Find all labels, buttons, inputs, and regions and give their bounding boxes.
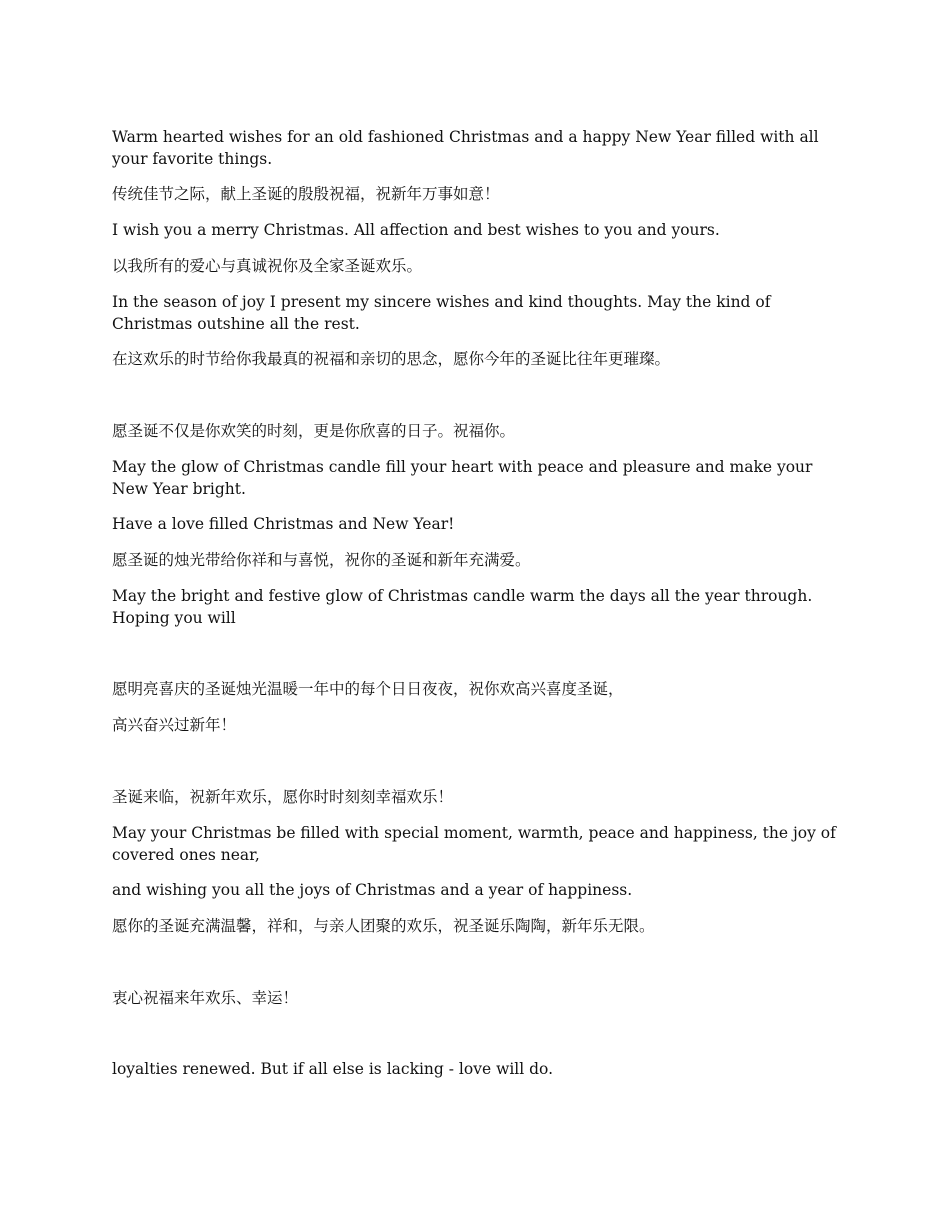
paragraph-2: 传统佳节之际，献上圣诞的殷殷祝福，祝新年万事如意！ (112, 185, 500, 203)
paragraph-9: Have a love filled Christmas and New Year! (112, 515, 455, 533)
paragraph-4: 以我所有的爱心与真诚祝你及全家圣诞欢乐。 (112, 257, 423, 275)
paragraph-14: 圣诞来临，祝新年欢乐，愿你时时刻刻幸福欢乐！ (112, 788, 454, 806)
paragraph-1: Warm hearted wishes for an old fashioned Christmas and a happy New Year filled with all your favorite things. (112, 128, 819, 168)
paragraph-5: In the season of joy I present my sincere wishes and kind thoughts. May the kind of Christmas outshine all the rest. (112, 293, 771, 333)
paragraph-15: May your Christmas be filled with special moment, warmth, peace and happiness, the joy of covered ones near, (112, 824, 836, 864)
paragraph-18: 衷心祝福来年欢乐、幸运！ (112, 989, 299, 1007)
paragraph-17: 愿你的圣诞充满温馨，祥和，与亲人团聚的欢乐，祝圣诞乐陶陶，新年乐无限。 (112, 917, 655, 935)
paragraph-19: loyalties renewed. But if all else is lacking - love will do. (112, 1060, 554, 1078)
paragraph-11: May the bright and festive glow of Christmas candle warm the days all the year through. Hoping you will (112, 587, 813, 627)
paragraph-13: 高兴奋兴过新年！ (112, 716, 237, 734)
paragraph-16: and wishing you all the joys of Christmas and a year of happiness. (112, 881, 633, 899)
paragraph-7: 愿圣诞不仅是你欢笑的时刻，更是你欣喜的日子。祝福你。 (112, 422, 516, 440)
paragraph-8: May the glow of Christmas candle fill your heart with peace and pleasure and make your New Year bright. (112, 458, 813, 498)
paragraph-6: 在这欢乐的时节给你我最真的祝福和亲切的思念，愿你今年的圣诞比往年更璀璨。 (112, 350, 671, 368)
paragraph-12: 愿明亮喜庆的圣诞烛光温暖一年中的每个日日夜夜，祝你欢高兴喜度圣诞， (112, 680, 624, 698)
paragraph-3: I wish you a merry Christmas. All affection and best wishes to you and yours. (112, 221, 720, 239)
paragraph-10: 愿圣诞的烛光带给你祥和与喜悦，祝你的圣诞和新年充满爱。 (112, 551, 531, 569)
